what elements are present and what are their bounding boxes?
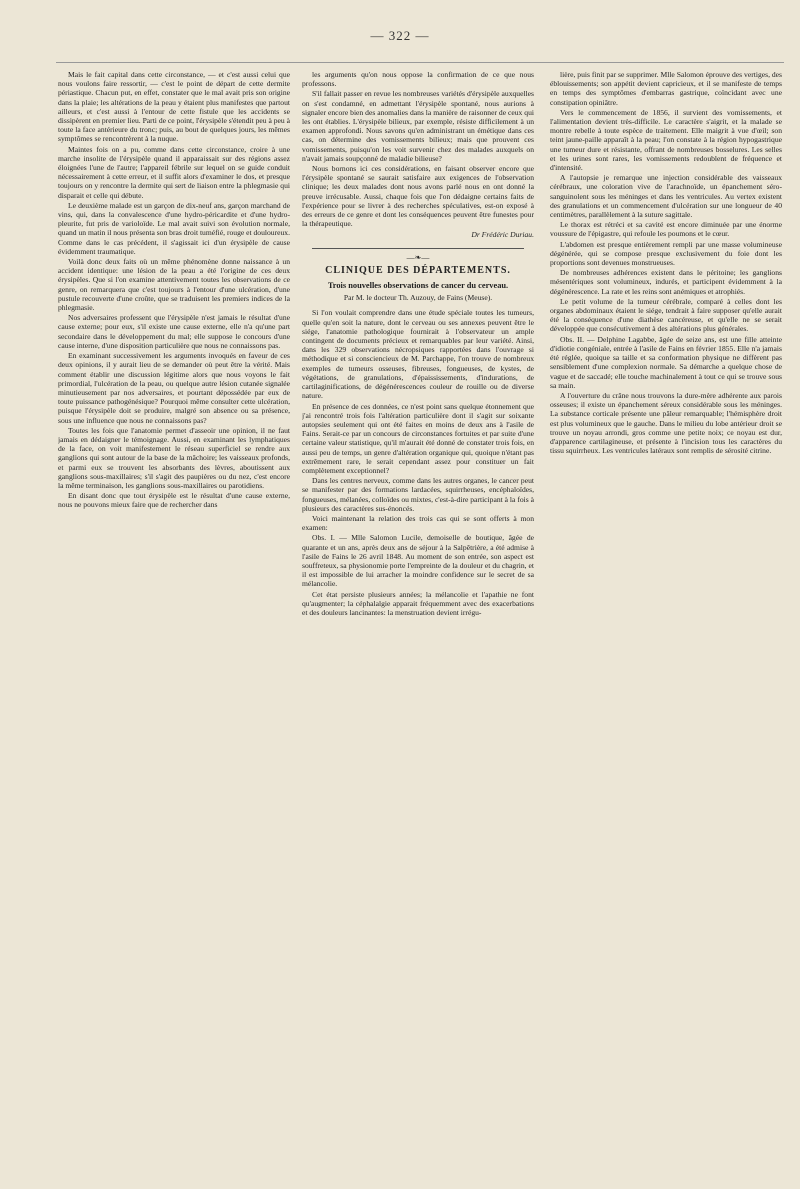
page-number: — 322 — bbox=[370, 28, 430, 43]
paragraph: En présence de ces données, ce n'est point sans quelque étonnement que j'ai rencontré trois fois l'altération particulière dont il s'agit sur soixante autopsies seulement qui ont été faites en moins de deux ans à l'asile de Fains. Serait-ce par un concours de circonstances fortuites et par suite d'une certaine valeur statistique, qu'il m'aurait été donné de constater trois fois, en aussi peu de temps, un genre d'altération organique qui, quoique n'étant pas extrêmement rare, le serait cependant assez pour constituer un fait complètement exceptionnel? bbox=[302, 401, 534, 475]
paragraph: Le petit volume de la tumeur cérébrale, comparé à celles dont les organes abdominaux étaient le siége, tendrait à faire supposer qu'elle aurait été la conséquence d'une diathèse cancéreuse, et qu'elle ne se serait développée que consécutivement à des altérations plus générales. bbox=[550, 296, 782, 334]
column-middle bbox=[302, 70, 534, 1170]
paragraph: De nombreuses adhérences existent dans le péritoine; les ganglions mésentériques sont volumineux, indurés, et participent évidemment à la dégénérescence. La rate et les reins sont anémiques et atrophiés. bbox=[550, 268, 782, 296]
paragraph: Maintes fois on a pu, comme dans cette circonstance, croire à une marche insolite de l'érysipèle quand il apparaissait sur des régions assez éloignées l'une de l'autre; l'appareil fébrile sur lequel on se guide conduit nécessairement à cette erreur, et il suffit alors d'examiner le dos, et presque toujours on y rencontre la dermite qui sert de liaison entre la phlegmasie qui disparait et celle qui débute. bbox=[58, 144, 290, 200]
observation-paragraph: Obs. II. — Delphine Lagabbe, âgée de seize ans, est une fille atteinte d'idiotie congéniale, entrée à l'asile de Fains en février 1855. Elle n'a jamais été réglée, quoique sa taille et sa conformation physique ne diffèrent pas sensiblement d'une complexion normale. Sa démarche a quelque chose de vague et de saccadé; elle touche machinalement à tout ce qui se trouve sous sa main. bbox=[550, 334, 782, 390]
paragraph: Mais le fait capital dans cette circonstance, — et c'est aussi celui que nous voulons faire ressortir, — c'est le point de départ de cette dermite périastique. Chacun put, en effet, constater que le mal avait pris son origine dans la plaie; les altérations de la peau y étaient plus manifestes que partout ailleurs, et c'est aussi à l'entour de cette fistule que les accidents se dissipèrent en premier lieu. Parti de ce point, l'érysipèle s'étendit peu à peu à toute la face antérieure du tronc; puis, au bout de quelques jours, les mêmes symptômes se rencontrèrent à la nuque. bbox=[58, 70, 290, 144]
author-signature: Dr Frédéric Duriau. bbox=[471, 230, 534, 240]
paragraph: L'abdomen est presque entièrement rempli par une masse volumineuse dégénérée, qui se compose presque exclusivement du foie dont les proportions sont devenues monstrueuses. bbox=[550, 239, 782, 268]
paragraph: lière, puis finit par se supprimer. Mlle Salomon éprouve des vertiges, des éblouissements; son appétit devient capricieux, et il se manifeste de temps en temps des symptômes d'embarras gastrique, coïncidant avec une constipation opiniâtre. bbox=[550, 70, 782, 107]
article-title: Trois nouvelles observations de cancer du cerveau. bbox=[327, 281, 509, 291]
paragraph: A l'ouverture du crâne nous trouvons la dure-mère adhérente aux parois osseuses; il existe un épanchement séreux considérable sous les méninges. La substance corticale présente une pâleur remarquable; l'hémisphère droit est plus volumineux que le gauche. Dans le milieu du lobe antérieur droit se trouve un noyau arrondi, gros comme une petite noix; ce noyau est dur, d'apparence cartilagineuse, et présente à l'incision tous les caractères du tissu squirrheux. Les ventricules latéraux sont remplis de sérosité citrine. bbox=[550, 390, 782, 456]
ornament-divider: —❧— bbox=[406, 252, 430, 262]
paragraph: Le thorax est rétréci et sa cavité est encore diminuée par une énorme voussure de l'épigastre, qui refoule les poumons et le cœur. bbox=[550, 220, 782, 239]
paragraph: Voici maintenant la relation des trois cas qui se sont offerts à mon examen: bbox=[302, 513, 534, 533]
paragraph: Le deuxième malade est un garçon de dix-neuf ans, garçon marchand de vins, qui, dans la convalescence d'une hydro-péricardite et d'une hydro-pleurite, fut pris de variolоïde. Le mal avait suivi son évolution normale, quand un matin il nous présenta son bras droit tuméfié, rouge et douloureux. Comme dans le cas précédent, il s'agissait ici d'un érysipèle de cause évidemment traumatique. bbox=[58, 200, 290, 256]
paragraph: S'il fallait passer en revue les nombreuses variétés d'érysipèle auxquelles on s'est condamné, en admettant l'érysipèle spontané, nous aurions à signaler encore bien des anomalies dans la manière de raisonner de ceux qui les ont établies. L'érysipèle bilieux, par exemple, résiste difficilement à un examen approfondi. Nous savons qu'en administrant un émétique dans ces cas, on détermine des vomissements bilieux; mais que prouvent ces vomissements, puisqu'on les voit survenir chez des malades auxquels on n'avait jamais soupçonné de maladie bilieuse? bbox=[302, 89, 534, 163]
paragraph: A l'autopsie je remarque une injection considérable des vaisseaux cérébraux, une coloration vive de l'arachnoïde, un épanchement séro-sanguinolent sous les méninges et dans les ventricules. Au vertex existent des granulations et un commencement d'ulcération sur une longueur de 40 centimètres, parallèlement à la suture sagittale. bbox=[550, 173, 782, 220]
paragraph: Vers le commencement de 1856, il survient des vomissements, et l'alimentation devient très-difficile. Le caractère s'aigrit, et la malade se montre rebelle à toute espèce de traitement. Elle maigrit à vue d'œil; son teint jaune-paille apparaît à la peau; l'on constate à la région hypogastrique une tumeur dure et résistante, offrant de nombreuses bosselures. Les selles et les urines sont rares, les vomissements redoublent de fréquence et d'intensité. bbox=[550, 107, 782, 173]
paragraph: En disant donc que tout érysipèle est le résultat d'une cause externe, nous ne pouvons mieux faire que de rechercher dans bbox=[58, 491, 290, 510]
paragraph: Dans les centres nerveux, comme dans les autres organes, le cancer peut se manifester par des formations lardacées, squirrheuses, encéphaloïdes, fongueuses, mélanées, colloïdes ou mixtes, c'est-à-dire participant à la fois à plusieurs des caractères sus-énoncés. bbox=[302, 476, 534, 513]
article-byline: Par M. le docteur Th. Auzouy, de Fains (Meuse). bbox=[343, 293, 493, 303]
paragraph: Cet état persiste plusieurs années; la mélancolie et l'apathie ne font qu'augmenter; la céphalalgie apparait fréquemment avec des exacerbations et des douleurs lancinantes: la menstruation devient irrégu- bbox=[302, 589, 534, 617]
paragraph: les arguments qu'on nous oppose la confirmation de ce que nous professons. bbox=[302, 70, 534, 89]
section-title: CLINIQUE DES DÉPARTEMENTS. bbox=[325, 264, 511, 276]
column-right bbox=[550, 70, 782, 1170]
paragraph: Toutes les fois que l'anatomie permet d'asseoir une opinion, il ne faut jamais en dédaigner le témoignage. Aussi, en examinant les lymphatiques de la face, on voit manifestement le réseau superficiel se rendre aux ganglions qui sont autour de la base de la mâchoire; les vaisseaux profonds, et parmi eux se trouvent les absorbants des lèvres, aboutissent aux ganglions sous-maxillaires; s'il s'agit des paupières ou du nez, c'est encore la même terminaison, les ganglions sous-maxillaires ou parotidiens. bbox=[58, 425, 290, 490]
paragraph: Nos adversaires professent que l'érysipèle n'est jamais le résultat d'une cause externe; pour eux, s'il existe une cause externe, elle n'a qu'une part secondaire dans le développement du mal; elle suppose le concours d'une cause interne, d'une disposition particulière que nous ne connaissons pas. bbox=[58, 313, 290, 350]
top-rule bbox=[56, 62, 784, 63]
paragraph: Voilà donc deux faits où un même phénomène donne naissance à un accident identique: une lésion de la peau a été l'origine de ces deux érysipèles. Que si l'on examine attentivement toutes les observations de ce genre, on remarquera que c'est toujours à l'entour d'une ulcération, d'une pustule recouverte d'une croûte, que se traduisent les premiers indices de la phlegmasie. bbox=[58, 257, 290, 313]
section-divider bbox=[312, 248, 524, 249]
column-left bbox=[58, 70, 290, 1170]
observation-paragraph: Obs. I. — Mlle Salomon Lucile, demoiselle de boutique, âgée de quarante et un ans, après deux ans de séjour à la Salpêtrière, a été admise à l'asile de Fains le 26 avril 1848. Au moment de son entrée, son aspect est souffreteux, sa physionomie porte l'empreinte de la douleur et du chagrin, et il est impossible de lui arracher la moindre confidence sur le secret de sa mélancolie. bbox=[302, 533, 534, 589]
paragraph: Si l'on voulait comprendre dans une étude spéciale toutes les tumeurs, quelle qu'en soit la nature, dont le cerveau ou ses annexes peuvent être le siége, l'anatomie pathologique fournirait à l'observateur un ample contingent de documents précieux et remarquables par leur variété. Ainsi, dans les 329 observations nécropsiques rapportées dans l'ouvrage si méthodique et si consciencieux de M. Parchappe, l'on trouve de nombreux exemples de tumeurs osseuses, fibreuses, fongueuses, de kystes, de végétations, de granulations, d'épaississements, d'indurations, de cartilaginifications, de dégénérescences couleur de rouille ou de diverse nature. bbox=[302, 308, 534, 401]
paragraph: En examinant successivement les arguments invoqués en faveur de ces deux opinions, il y aurait lieu de se demander où peut être la vérité. Mais comment établir une discussion légitime alors que nous voyons le fait primordial, l'ulcération de la peau, ou quelque autre lésion cutanée signalée minutieusement par nos adversaires, et pourtant dépossédée par eux de toute puissance pathogénésique? Pourquoi même consulter cette ulcération, puisque l'érysipèle doit se produire, malgré son absence ou sa présence, sous une influence que nous ne connaissons pas? bbox=[58, 351, 290, 425]
paragraph: Nous bornons ici ces considérations, en faisant observer encore que l'érysipèle spontané se saurait satisfaire aux exigences de l'observation clinique; les deux malades dont nous avons parlé nous en ont donné la preuve irrécusable. Aussi, chaque fois que l'on dédaigne certains faits de l'expérience pour se livrer à des recherches spéculatives, est-on exposé à des erreurs de ce genre et dont les conséquences peuvent être funestes pour la thérapeutique. bbox=[302, 164, 534, 229]
